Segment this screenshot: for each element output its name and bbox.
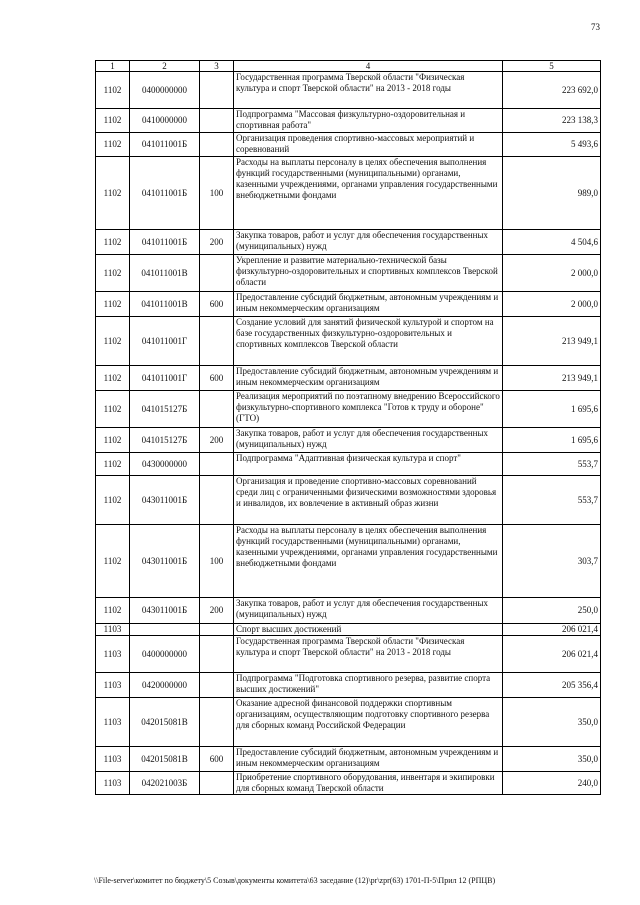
table-row [96, 598, 601, 624]
target-article-code: 041011001Г [130, 366, 200, 391]
expense-name: Создание условий для занятий физической культурой и спортом на базе государственных физкультурно-оздоровительных и спортивных комплексов Тверской области [234, 317, 503, 366]
section-code: 1102 [96, 525, 130, 598]
file-path-footer: \\File-server\комитет по бюджету\5 Созыв\документы комитета\63 заседание (12)\pr\zpr(63) 1701-П-5\Прил 12 (РПЦВ) [94, 876, 496, 885]
section-code: 1102 [96, 453, 130, 476]
expense-type-code: 600 [200, 747, 234, 772]
page-number: 73 [591, 22, 600, 32]
amount: 989,0 [503, 157, 601, 230]
expense-type-code [200, 317, 234, 366]
expense-type-code [200, 453, 234, 476]
target-article-code: 0400000000 [130, 72, 200, 109]
section-code: 1102 [96, 109, 130, 133]
expense-name: Расходы на выплаты персоналу в целях обеспечения выполнения функций государственными (муниципальными) органами, казенными учреждениями, органами управления государственными внебюджетными фондами [234, 157, 503, 230]
expense-name: Организация и проведение спортивно-массовых соревнований среди лиц с ограниченными физическими возможностями здоровья и инвалидов, их вовлечение в активный образ жизни [234, 476, 503, 525]
target-article-code: 041011001Б [130, 133, 200, 157]
target-article-code: 041011001Г [130, 317, 200, 366]
section-code: 1103 [96, 772, 130, 795]
amount: 2 000,0 [503, 292, 601, 317]
table-row [96, 391, 601, 428]
expense-type-code [200, 255, 234, 292]
target-article-code: 041011001В [130, 255, 200, 292]
amount: 1 695,6 [503, 428, 601, 453]
table-row [96, 772, 601, 795]
column-number: 4 [234, 61, 503, 72]
column-number-row [96, 61, 601, 72]
table-row [96, 673, 601, 698]
amount: 2 000,0 [503, 255, 601, 292]
amount: 205 356,4 [503, 673, 601, 698]
expense-name: Предоставление субсидий бюджетным, автономным учреждениям и иным некоммерческим организациям [234, 366, 503, 391]
expense-name: Реализация мероприятий по поэтапному внедрению Всероссийского физкультурно-спортивного комплекса "Готов к труду и обороне"(ГТО) [234, 391, 503, 428]
target-article-code: 041011001В [130, 292, 200, 317]
table-row [96, 255, 601, 292]
expense-type-code [200, 624, 234, 636]
section-code: 1103 [96, 747, 130, 772]
amount: 5 493,6 [503, 133, 601, 157]
amount: 223 138,3 [503, 109, 601, 133]
expense-type-code [200, 673, 234, 698]
amount: 206 021,4 [503, 636, 601, 673]
target-article-code [130, 624, 200, 636]
amount: 223 692,0 [503, 72, 601, 109]
section-code: 1102 [96, 72, 130, 109]
section-code: 1102 [96, 391, 130, 428]
table-row [96, 133, 601, 157]
table-row [96, 453, 601, 476]
amount: 250,0 [503, 598, 601, 624]
expense-name: Подпрограмма "Массовая физкультурно-оздоровительная и спортивная работа" [234, 109, 503, 133]
expense-name: Расходы на выплаты персоналу в целях обеспечения выполнения функций государственными (муниципальными) органами, казенными учреждениями, органами управления государственными внебюджетными фондами [234, 525, 503, 598]
expense-type-code [200, 391, 234, 428]
expense-type-code [200, 636, 234, 673]
column-number: 3 [200, 61, 234, 72]
expense-name: Закупка товаров, работ и услуг для обеспечения государственных (муниципальных) нужд [234, 230, 503, 255]
target-article-code: 043011001Б [130, 598, 200, 624]
expense-name: Закупка товаров, работ и услуг для обеспечения государственных (муниципальных) нужд [234, 598, 503, 624]
table-row [96, 317, 601, 366]
expense-type-code [200, 133, 234, 157]
expense-name: Государственная программа Тверской области "Физическая культура и спорт Тверской области" на 2013 - 2018 годы [234, 636, 503, 673]
expense-name: Организация проведения спортивно-массовых мероприятий и соревнований [234, 133, 503, 157]
expense-type-code [200, 476, 234, 525]
table-row [96, 428, 601, 453]
target-article-code: 041011001Б [130, 157, 200, 230]
expense-name: Предоставление субсидий бюджетным, автономным учреждениям и иным некоммерческим организациям [234, 747, 503, 772]
amount: 1 695,6 [503, 391, 601, 428]
budget-table [95, 60, 601, 795]
amount: 213 949,1 [503, 366, 601, 391]
section-code: 1102 [96, 317, 130, 366]
expense-name: Подпрограмма "Адаптивная физическая культура и спорт" [234, 453, 503, 476]
target-article-code: 041011001Б [130, 230, 200, 255]
section-code: 1103 [96, 624, 130, 636]
target-article-code: 043011001Б [130, 476, 200, 525]
target-article-code: 0430000000 [130, 453, 200, 476]
table-row [96, 292, 601, 317]
amount: 553,7 [503, 453, 601, 476]
target-article-code: 041015127Б [130, 428, 200, 453]
expense-name: Государственная программа Тверской области "Физическая культура и спорт Тверской области" на 2013 - 2018 годы [234, 72, 503, 109]
expense-type-code: 100 [200, 525, 234, 598]
expense-type-code [200, 698, 234, 747]
table-row [96, 747, 601, 772]
target-article-code: 042015081В [130, 747, 200, 772]
section-code: 1102 [96, 292, 130, 317]
column-number: 1 [96, 61, 130, 72]
amount: 350,0 [503, 747, 601, 772]
column-number: 5 [503, 61, 601, 72]
table-row [96, 157, 601, 230]
section-code: 1102 [96, 366, 130, 391]
section-code: 1103 [96, 673, 130, 698]
expense-type-code [200, 772, 234, 795]
expense-name: Спорт высших достижений [234, 624, 503, 636]
amount: 4 504,6 [503, 230, 601, 255]
section-code: 1102 [96, 428, 130, 453]
table-row [96, 72, 601, 109]
expense-name: Приобретение спортивного оборудования, инвентаря и экипировки для сборных команд Тверской области [234, 772, 503, 795]
expense-type-code [200, 109, 234, 133]
amount: 303,7 [503, 525, 601, 598]
target-article-code: 0420000000 [130, 673, 200, 698]
amount: 240,0 [503, 772, 601, 795]
expense-type-code: 600 [200, 292, 234, 317]
section-code: 1102 [96, 255, 130, 292]
table-row [96, 109, 601, 133]
section-code: 1103 [96, 698, 130, 747]
expense-type-code: 100 [200, 157, 234, 230]
expense-name: Предоставление субсидий бюджетным, автономным учреждениям и иным некоммерческим организациям [234, 292, 503, 317]
expense-name: Оказание адресной финансовой поддержки спортивным организациям, осуществляющим подготовку спортивного резерва для сборных команд Российской Федерации [234, 698, 503, 747]
expense-type-code: 200 [200, 428, 234, 453]
expense-name: Укрепление и развитие материально-технической базы физкультурно-оздоровительных и спортивных комплексов Тверской области [234, 255, 503, 292]
table-row [96, 525, 601, 598]
column-number: 2 [130, 61, 200, 72]
expense-name: Подпрограмма "Подготовка спортивного резерва, развитие спорта высших достижений" [234, 673, 503, 698]
table-row [96, 636, 601, 673]
target-article-code: 043011001Б [130, 525, 200, 598]
target-article-code: 0410000000 [130, 109, 200, 133]
section-code: 1102 [96, 157, 130, 230]
amount: 553,7 [503, 476, 601, 525]
section-code: 1102 [96, 133, 130, 157]
expense-type-code: 200 [200, 230, 234, 255]
section-code: 1102 [96, 230, 130, 255]
expense-type-code: 600 [200, 366, 234, 391]
section-code: 1102 [96, 598, 130, 624]
table-row [96, 366, 601, 391]
table-row [96, 624, 601, 636]
amount: 350,0 [503, 698, 601, 747]
expense-type-code [200, 72, 234, 109]
amount: 213 949,1 [503, 317, 601, 366]
amount: 206 021,4 [503, 624, 601, 636]
target-article-code: 042015081В [130, 698, 200, 747]
expense-type-code: 200 [200, 598, 234, 624]
table-row [96, 476, 601, 525]
section-code: 1103 [96, 636, 130, 673]
table-body [96, 72, 601, 795]
target-article-code: 041015127Б [130, 391, 200, 428]
table-row [96, 698, 601, 747]
section-code: 1102 [96, 476, 130, 525]
target-article-code: 0400000000 [130, 636, 200, 673]
target-article-code: 042021003Б [130, 772, 200, 795]
table-row [96, 230, 601, 255]
expense-name: Закупка товаров, работ и услуг для обеспечения государственных (муниципальных) нужд [234, 428, 503, 453]
